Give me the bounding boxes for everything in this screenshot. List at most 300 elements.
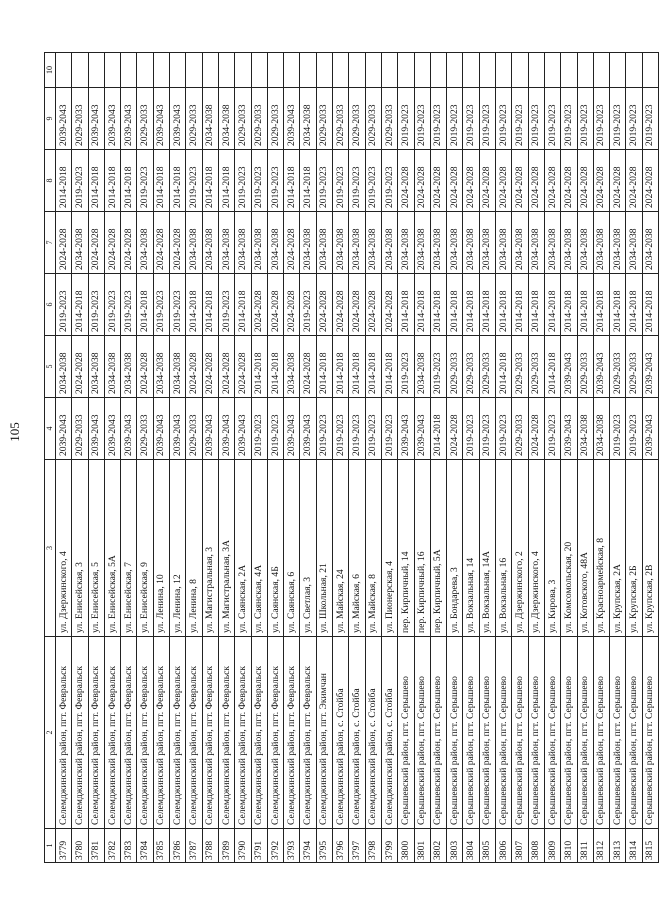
period-col-8-cell: 2019-2023	[349, 150, 365, 212]
row-number-cell: 3780	[72, 829, 88, 863]
table-row	[528, 53, 544, 863]
period-col-9-cell: 2039-2043	[88, 88, 104, 150]
col-10-cell	[300, 53, 316, 88]
period-col-8-cell: 2014-2018	[153, 150, 169, 212]
period-col-4-cell: 2039-2043	[153, 398, 169, 460]
period-col-4-cell: 2029-2033	[186, 398, 202, 460]
period-col-8-cell: 2014-2018	[170, 150, 186, 212]
row-number-cell: 3794	[300, 829, 316, 863]
row-number-cell: 3808	[528, 829, 544, 863]
period-col-7-cell: 2034-2038	[398, 212, 414, 274]
district-locality-cell: Серышевский район, пгт. Серышево	[577, 637, 593, 829]
header-cell: 6	[45, 274, 56, 336]
period-col-4-cell: 2039-2043	[104, 398, 120, 460]
period-col-6-cell: 2014-2018	[642, 274, 658, 336]
period-col-4-cell: 2019-2023	[610, 398, 626, 460]
col-10-cell	[593, 53, 609, 88]
period-col-5-cell: 2024-2028	[300, 336, 316, 398]
period-col-9-cell: 2019-2023	[479, 88, 495, 150]
period-col-5-cell: 2029-2033	[577, 336, 593, 398]
period-col-6-cell: 2019-2023	[153, 274, 169, 336]
col-10-cell	[642, 53, 658, 88]
col-10-cell	[430, 53, 446, 88]
col-10-cell	[528, 53, 544, 88]
period-col-5-cell: 2029-2033	[447, 336, 463, 398]
period-col-8-cell: 2024-2028	[430, 150, 446, 212]
street-address-cell: ул. Котовского, 48А	[577, 460, 593, 637]
table-row	[218, 53, 234, 863]
period-col-4-cell: 2034-2038	[593, 398, 609, 460]
col-10-cell	[56, 53, 72, 88]
period-col-6-cell: 2014-2018	[186, 274, 202, 336]
street-address-cell: ул. Ленина, 12	[170, 460, 186, 637]
period-col-8-cell: 2019-2023	[365, 150, 381, 212]
period-col-8-cell: 2024-2028	[479, 150, 495, 212]
period-col-8-cell: 2024-2028	[577, 150, 593, 212]
period-col-4-cell: 2034-2038	[577, 398, 593, 460]
col-10-cell	[121, 53, 137, 88]
district-locality-cell: Серышевский район, пгт. Серышево	[626, 637, 642, 829]
period-col-8-cell: 2019-2023	[381, 150, 397, 212]
row-number-cell: 3803	[447, 829, 463, 863]
period-col-5-cell: 2014-2018	[365, 336, 381, 398]
period-col-8-cell: 2019-2023	[186, 150, 202, 212]
district-locality-cell: Селемджинский район, пгт. Февральск	[284, 637, 300, 829]
period-col-6-cell: 2024-2028	[349, 274, 365, 336]
period-col-7-cell: 2034-2038	[626, 212, 642, 274]
period-col-4-cell: 2024-2028	[528, 398, 544, 460]
row-number-cell: 3793	[284, 829, 300, 863]
period-col-4-cell: 2019-2023	[267, 398, 283, 460]
period-col-9-cell: 2019-2023	[398, 88, 414, 150]
district-locality-cell: Серышевский район, пгт. Серышево	[447, 637, 463, 829]
period-col-7-cell: 2034-2038	[479, 212, 495, 274]
street-address-cell: ул. Бондарева, 3	[447, 460, 463, 637]
table-row	[463, 53, 479, 863]
period-col-8-cell: 2014-2018	[88, 150, 104, 212]
street-address-cell: ул. Магистральная, 3	[202, 460, 218, 637]
table-row	[544, 53, 560, 863]
period-col-8-cell: 2024-2028	[512, 150, 528, 212]
district-locality-cell: Серышевский район, пгт. Серышево	[398, 637, 414, 829]
row-number-cell: 3798	[365, 829, 381, 863]
period-col-4-cell: 2019-2023	[365, 398, 381, 460]
table-row	[496, 53, 512, 863]
period-col-4-cell: 2039-2043	[202, 398, 218, 460]
period-col-9-cell: 2029-2033	[333, 88, 349, 150]
period-col-8-cell: 2019-2023	[316, 150, 332, 212]
row-number-cell: 3787	[186, 829, 202, 863]
col-10-cell	[153, 53, 169, 88]
district-locality-cell: Селемджинский район, пгт. Февральск	[267, 637, 283, 829]
header-cell: 7	[45, 212, 56, 274]
period-col-5-cell: 2024-2028	[235, 336, 251, 398]
table-row	[349, 53, 365, 863]
period-col-4-cell: 2039-2043	[88, 398, 104, 460]
col-10-cell	[496, 53, 512, 88]
period-col-7-cell: 2034-2038	[316, 212, 332, 274]
row-number-cell: 3788	[202, 829, 218, 863]
col-10-cell	[463, 53, 479, 88]
district-locality-cell: Селемджинский район, пгт. Февральск	[72, 637, 88, 829]
header-row	[45, 53, 56, 863]
col-10-cell	[626, 53, 642, 88]
street-address-cell: ул. Крупская, 2В	[642, 460, 658, 637]
period-col-7-cell: 2034-2038	[610, 212, 626, 274]
period-col-8-cell: 2014-2018	[56, 150, 72, 212]
table-row	[381, 53, 397, 863]
col-10-cell	[365, 53, 381, 88]
row-number-cell: 3779	[56, 829, 72, 863]
street-address-cell: ул. Пионерская, 4	[381, 460, 397, 637]
period-col-6-cell: 2024-2028	[284, 274, 300, 336]
period-col-8-cell: 2024-2028	[610, 150, 626, 212]
row-number-cell: 3797	[349, 829, 365, 863]
period-col-8-cell: 2014-2018	[121, 150, 137, 212]
col-10-cell	[137, 53, 153, 88]
period-col-7-cell: 2024-2028	[121, 212, 137, 274]
period-col-9-cell: 2019-2023	[610, 88, 626, 150]
period-col-7-cell: 2034-2038	[577, 212, 593, 274]
period-col-9-cell: 2019-2023	[447, 88, 463, 150]
row-number-cell: 3782	[104, 829, 120, 863]
period-col-5-cell: 2039-2043	[593, 336, 609, 398]
row-number-cell: 3804	[463, 829, 479, 863]
district-locality-cell: Селемджинский район, пгт. Февральск	[121, 637, 137, 829]
period-col-6-cell: 2014-2018	[512, 274, 528, 336]
period-col-5-cell: 2034-2038	[121, 336, 137, 398]
table-row	[235, 53, 251, 863]
period-col-4-cell: 2019-2023	[381, 398, 397, 460]
period-col-5-cell: 2024-2028	[218, 336, 234, 398]
table-row	[56, 53, 72, 863]
row-number-cell: 3791	[251, 829, 267, 863]
period-col-9-cell: 2029-2033	[251, 88, 267, 150]
period-col-6-cell: 2014-2018	[72, 274, 88, 336]
street-address-cell: ул. Крупская, 2А	[610, 460, 626, 637]
period-col-9-cell: 2029-2033	[137, 88, 153, 150]
period-col-7-cell: 2034-2038	[593, 212, 609, 274]
table-row	[186, 53, 202, 863]
period-col-4-cell: 2019-2023	[544, 398, 560, 460]
table-row	[561, 53, 577, 863]
period-col-7-cell: 2034-2038	[202, 212, 218, 274]
period-col-7-cell: 2034-2038	[333, 212, 349, 274]
period-col-7-cell: 2034-2038	[300, 212, 316, 274]
street-address-cell: ул. Красноармейская, 8	[593, 460, 609, 637]
period-col-5-cell: 2029-2033	[528, 336, 544, 398]
header-cell: 5	[45, 336, 56, 398]
period-col-6-cell: 2019-2023	[218, 274, 234, 336]
period-col-7-cell: 2034-2038	[512, 212, 528, 274]
period-col-7-cell: 2034-2038	[186, 212, 202, 274]
period-col-6-cell: 2014-2018	[610, 274, 626, 336]
row-number-cell: 3811	[577, 829, 593, 863]
street-address-cell: ул. Енисейская, 9	[137, 460, 153, 637]
period-col-6-cell: 2024-2028	[365, 274, 381, 336]
street-address-cell: пер. Кирпичный, 16	[414, 460, 430, 637]
period-col-5-cell: 2034-2038	[170, 336, 186, 398]
district-locality-cell: Селемджинский район, пгт. Февральск	[56, 637, 72, 829]
period-col-7-cell: 2034-2038	[349, 212, 365, 274]
period-col-5-cell: 2029-2033	[610, 336, 626, 398]
table-row	[251, 53, 267, 863]
period-col-8-cell: 2024-2028	[528, 150, 544, 212]
period-col-9-cell: 2034-2038	[300, 88, 316, 150]
period-col-4-cell: 2039-2043	[121, 398, 137, 460]
row-number-cell: 3812	[593, 829, 609, 863]
street-address-cell: ул. Ленина, 10	[153, 460, 169, 637]
table-row	[626, 53, 642, 863]
period-col-9-cell: 2039-2043	[104, 88, 120, 150]
period-col-5-cell: 2034-2038	[414, 336, 430, 398]
period-col-5-cell: 2014-2018	[544, 336, 560, 398]
col-10-cell	[235, 53, 251, 88]
district-locality-cell: Селемджинский район, с. Стойба	[349, 637, 365, 829]
col-10-cell	[349, 53, 365, 88]
row-number-cell: 3810	[561, 829, 577, 863]
period-col-7-cell: 2024-2028	[88, 212, 104, 274]
period-col-9-cell: 2039-2043	[56, 88, 72, 150]
period-col-9-cell: 2029-2033	[267, 88, 283, 150]
table-row	[365, 53, 381, 863]
period-col-8-cell: 2014-2018	[300, 150, 316, 212]
period-col-9-cell: 2029-2033	[365, 88, 381, 150]
row-number-cell: 3800	[398, 829, 414, 863]
period-col-9-cell: 2029-2033	[349, 88, 365, 150]
period-col-9-cell: 2029-2033	[235, 88, 251, 150]
period-col-6-cell: 2014-2018	[593, 274, 609, 336]
table-row	[153, 53, 169, 863]
period-col-4-cell: 2039-2043	[414, 398, 430, 460]
district-locality-cell: Серышевский район, пгт. Серышево	[430, 637, 446, 829]
period-col-4-cell: 2039-2043	[170, 398, 186, 460]
street-address-cell: ул. Саянская, 2А	[235, 460, 251, 637]
district-locality-cell: Серышевский район, пгт. Серышево	[544, 637, 560, 829]
row-number-cell: 3799	[381, 829, 397, 863]
district-locality-cell: Серышевский район, пгт. Серышево	[479, 637, 495, 829]
period-col-8-cell: 2019-2023	[72, 150, 88, 212]
period-col-4-cell: 2029-2033	[72, 398, 88, 460]
row-number-cell: 3789	[218, 829, 234, 863]
period-col-7-cell: 2024-2028	[153, 212, 169, 274]
period-col-8-cell: 2019-2023	[235, 150, 251, 212]
period-col-4-cell: 2029-2033	[512, 398, 528, 460]
period-col-9-cell: 2029-2033	[316, 88, 332, 150]
period-col-7-cell: 2034-2038	[267, 212, 283, 274]
period-col-9-cell: 2019-2023	[593, 88, 609, 150]
period-col-9-cell: 2019-2023	[528, 88, 544, 150]
row-number-cell: 3796	[333, 829, 349, 863]
period-col-8-cell: 2014-2018	[104, 150, 120, 212]
table-row	[267, 53, 283, 863]
period-col-8-cell: 2024-2028	[593, 150, 609, 212]
period-col-5-cell: 2019-2023	[430, 336, 446, 398]
col-10-cell	[284, 53, 300, 88]
street-address-cell: ул. Енисейская, 3	[72, 460, 88, 637]
period-col-4-cell: 2019-2023	[626, 398, 642, 460]
period-col-6-cell: 2019-2023	[56, 274, 72, 336]
street-address-cell: ул. Саянская, 4А	[251, 460, 267, 637]
street-address-cell: ул. Комсомольская, 20	[561, 460, 577, 637]
period-col-4-cell: 2014-2018	[430, 398, 446, 460]
header-cell: 3	[45, 460, 56, 637]
schedule-table	[44, 52, 659, 863]
period-col-5-cell: 2024-2028	[186, 336, 202, 398]
table-row	[284, 53, 300, 863]
district-locality-cell: Серышевский район, пгт. Серышево	[496, 637, 512, 829]
period-col-9-cell: 2039-2043	[170, 88, 186, 150]
col-10-cell	[267, 53, 283, 88]
period-col-8-cell: 2024-2028	[447, 150, 463, 212]
district-locality-cell: Селемджинский район, пгт. Февральск	[137, 637, 153, 829]
period-col-9-cell: 2019-2023	[496, 88, 512, 150]
row-number-cell: 3792	[267, 829, 283, 863]
header-cell: 8	[45, 150, 56, 212]
table-row	[202, 53, 218, 863]
period-col-7-cell: 2034-2038	[561, 212, 577, 274]
period-col-6-cell: 2014-2018	[544, 274, 560, 336]
period-col-9-cell: 2029-2033	[72, 88, 88, 150]
row-number-cell: 3802	[430, 829, 446, 863]
street-address-cell: ул. Майская, 6	[349, 460, 365, 637]
period-col-5-cell: 2024-2028	[72, 336, 88, 398]
period-col-6-cell: 2014-2018	[137, 274, 153, 336]
rotated-table-container	[44, 55, 656, 863]
period-col-4-cell: 2039-2043	[642, 398, 658, 460]
period-col-7-cell: 2034-2038	[137, 212, 153, 274]
period-col-7-cell: 2034-2038	[496, 212, 512, 274]
period-col-6-cell: 2014-2018	[626, 274, 642, 336]
row-number-cell: 3805	[479, 829, 495, 863]
period-col-4-cell: 2019-2023	[333, 398, 349, 460]
period-col-6-cell: 2014-2018	[398, 274, 414, 336]
row-number-cell: 3807	[512, 829, 528, 863]
period-col-5-cell: 2029-2033	[479, 336, 495, 398]
district-locality-cell: Селемджинский район, пгт. Февральск	[88, 637, 104, 829]
period-col-5-cell: 2014-2018	[251, 336, 267, 398]
district-locality-cell: Серышевский район, пгт. Серышево	[610, 637, 626, 829]
street-address-cell: ул. Саянская, 4Б	[267, 460, 283, 637]
period-col-7-cell: 2034-2038	[251, 212, 267, 274]
district-locality-cell: Селемджинский район, пгт. Экимчан	[316, 637, 332, 829]
col-10-cell	[577, 53, 593, 88]
table-row	[642, 53, 658, 863]
period-col-7-cell: 2034-2038	[528, 212, 544, 274]
period-col-7-cell: 2024-2028	[104, 212, 120, 274]
period-col-8-cell: 2019-2023	[251, 150, 267, 212]
col-10-cell	[218, 53, 234, 88]
period-col-6-cell: 2014-2018	[577, 274, 593, 336]
period-col-8-cell: 2024-2028	[496, 150, 512, 212]
street-address-cell: ул. Дзержинского, 4	[528, 460, 544, 637]
period-col-5-cell: 2029-2033	[512, 336, 528, 398]
district-locality-cell: Серышевский район, пгт. Серышево	[414, 637, 430, 829]
period-col-9-cell: 2039-2043	[284, 88, 300, 150]
table-row	[316, 53, 332, 863]
col-10-cell	[72, 53, 88, 88]
period-col-4-cell: 2039-2043	[398, 398, 414, 460]
period-col-9-cell: 2019-2023	[414, 88, 430, 150]
street-address-cell: ул. Енисейская, 5	[88, 460, 104, 637]
street-address-cell: ул. Вокзальная, 14А	[479, 460, 495, 637]
district-locality-cell: Серышевский район, пгт. Серышево	[642, 637, 658, 829]
period-col-9-cell: 2019-2023	[642, 88, 658, 150]
period-col-9-cell: 2019-2023	[512, 88, 528, 150]
district-locality-cell: Серышевский район, пгт. Серышево	[463, 637, 479, 829]
page-number: 105	[7, 422, 22, 442]
row-number-cell: 3781	[88, 829, 104, 863]
period-col-7-cell: 2024-2028	[56, 212, 72, 274]
period-col-4-cell: 2019-2023	[251, 398, 267, 460]
district-locality-cell: Серышевский район, пгт. Серышево	[593, 637, 609, 829]
col-10-cell	[170, 53, 186, 88]
row-number-cell: 3806	[496, 829, 512, 863]
street-address-cell: ул. Ленина, 8	[186, 460, 202, 637]
period-col-4-cell: 2019-2023	[316, 398, 332, 460]
period-col-4-cell: 2019-2023	[463, 398, 479, 460]
period-col-4-cell: 2019-2023	[479, 398, 495, 460]
period-col-4-cell: 2039-2043	[284, 398, 300, 460]
period-col-5-cell: 2014-2018	[381, 336, 397, 398]
period-col-8-cell: 2024-2028	[463, 150, 479, 212]
period-col-9-cell: 2039-2043	[153, 88, 169, 150]
period-col-9-cell: 2019-2023	[544, 88, 560, 150]
header-cell: 2	[45, 637, 56, 829]
period-col-8-cell: 2014-2018	[218, 150, 234, 212]
table-row	[398, 53, 414, 863]
street-address-cell: ул. Вокзальная, 16	[496, 460, 512, 637]
period-col-6-cell: 2014-2018	[447, 274, 463, 336]
period-col-9-cell: 2034-2038	[218, 88, 234, 150]
period-col-6-cell: 2019-2023	[170, 274, 186, 336]
period-col-9-cell: 2019-2023	[430, 88, 446, 150]
period-col-8-cell: 2019-2023	[137, 150, 153, 212]
district-locality-cell: Селемджинский район, пгт. Февральск	[251, 637, 267, 829]
period-col-8-cell: 2014-2018	[202, 150, 218, 212]
street-address-cell: ул. Дзержинского, 4	[56, 460, 72, 637]
period-col-7-cell: 2034-2038	[235, 212, 251, 274]
period-col-4-cell: 2019-2023	[349, 398, 365, 460]
period-col-8-cell: 2019-2023	[333, 150, 349, 212]
district-locality-cell: Селемджинский район, пгт. Февральск	[104, 637, 120, 829]
street-address-cell: ул. Енисейская, 5А	[104, 460, 120, 637]
table-row	[430, 53, 446, 863]
street-address-cell: ул. Крупская, 2Б	[626, 460, 642, 637]
table-row	[300, 53, 316, 863]
period-col-8-cell: 2024-2028	[626, 150, 642, 212]
period-col-9-cell: 2029-2033	[381, 88, 397, 150]
table-row	[414, 53, 430, 863]
period-col-6-cell: 2014-2018	[202, 274, 218, 336]
period-col-6-cell: 2014-2018	[496, 274, 512, 336]
period-col-9-cell: 2029-2033	[186, 88, 202, 150]
period-col-7-cell: 2034-2038	[365, 212, 381, 274]
col-10-cell	[88, 53, 104, 88]
period-col-5-cell: 2014-2018	[496, 336, 512, 398]
period-col-6-cell: 2014-2018	[528, 274, 544, 336]
row-number-cell: 3783	[121, 829, 137, 863]
period-col-5-cell: 2024-2028	[137, 336, 153, 398]
table-row	[72, 53, 88, 863]
period-col-6-cell: 2019-2023	[121, 274, 137, 336]
period-col-8-cell: 2024-2028	[414, 150, 430, 212]
col-10-cell	[202, 53, 218, 88]
col-10-cell	[561, 53, 577, 88]
period-col-6-cell: 2014-2018	[235, 274, 251, 336]
period-col-6-cell: 2014-2018	[561, 274, 577, 336]
period-col-7-cell: 2034-2038	[463, 212, 479, 274]
